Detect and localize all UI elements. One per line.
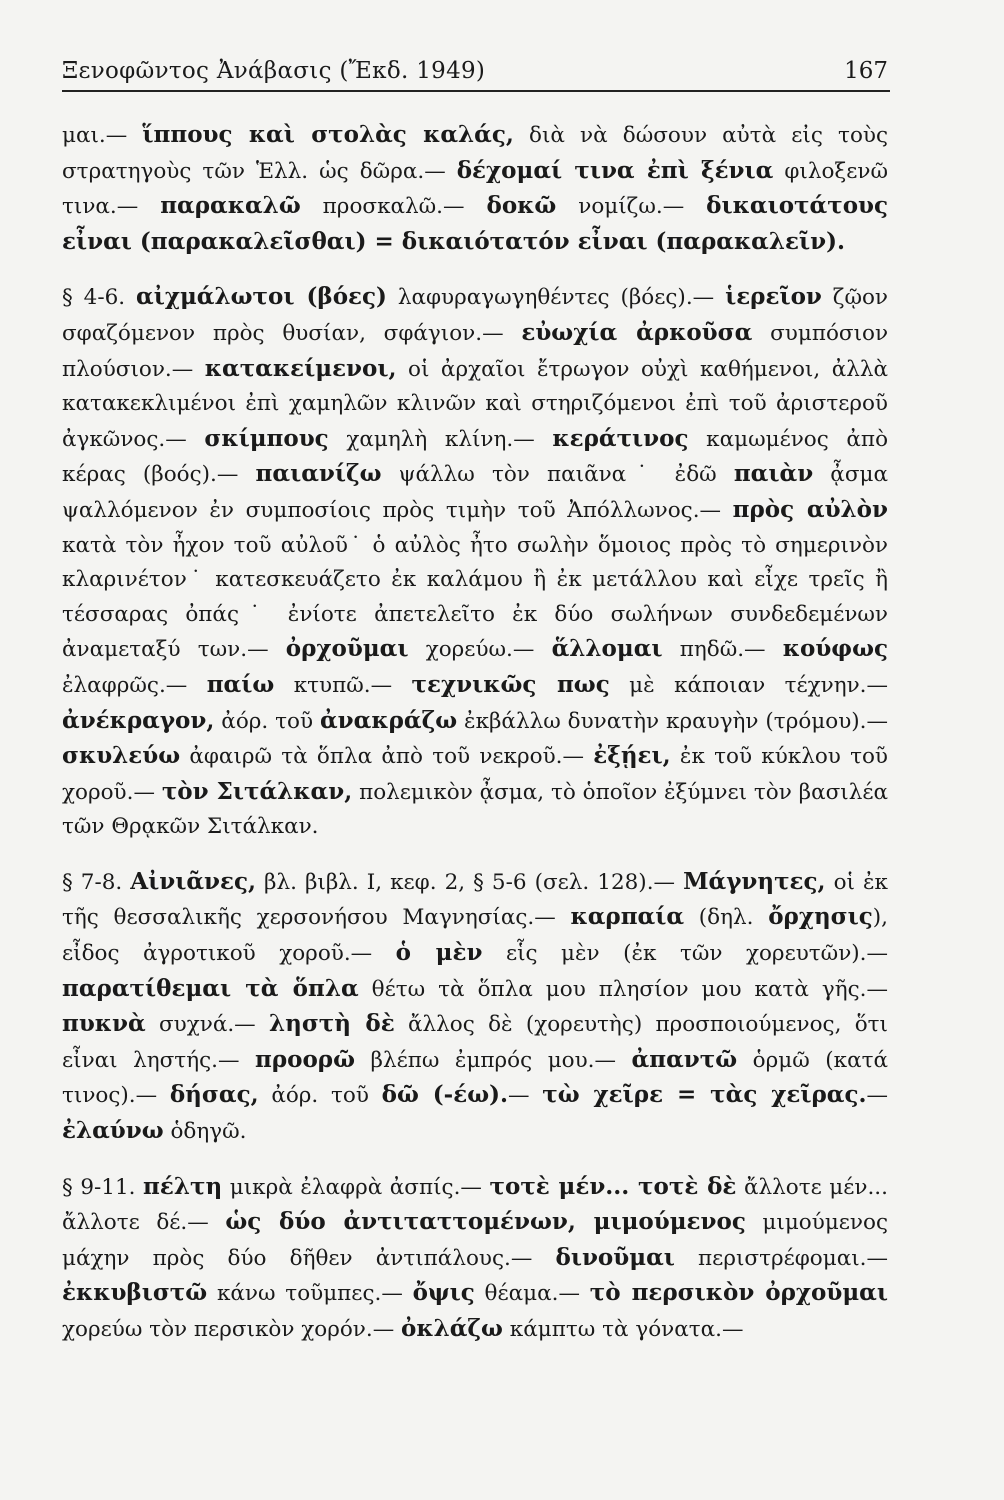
gloss-text: λαφυραγωγηθέντες (βόες).— xyxy=(386,285,726,311)
lemma: ἀνέκραγον, xyxy=(62,706,215,734)
gloss-text: πολεμικὸν ᾆσμα, τὸ ὁποῖον ἐξύμνει τὸν βασιλέα τῶν Θρᾳκῶν Σιτάλκαν. xyxy=(62,779,888,840)
lemma: δοκῶ xyxy=(486,192,557,220)
gloss-text: μαι.— xyxy=(62,123,143,148)
gloss-text: χορεύω τὸν περσικὸν χορόν.— xyxy=(62,1317,402,1342)
lemma: Μάγνητες, xyxy=(683,867,826,895)
lemma: παρακαλῶ xyxy=(160,192,301,220)
lemma: εὐωχία ἀρκοῦσα xyxy=(521,318,753,346)
paragraph xyxy=(62,280,888,845)
gloss-text: § 7-8. xyxy=(62,869,131,895)
lemma: Αἰνιᾶνες, xyxy=(130,867,256,895)
lemma: ἐξῄει, xyxy=(593,742,671,770)
gloss-text: περιστρέφομαι.— xyxy=(674,1245,888,1271)
gloss-text: ἄλλοτε μέν... ἄλλοτε δέ.— xyxy=(62,1174,888,1236)
lemma: παιὰν xyxy=(733,460,814,488)
running-header xyxy=(62,58,890,92)
lemma: ὀκλάζω xyxy=(401,1315,503,1342)
gloss-text: διὰ νὰ δώσουν αὐτὰ εἰς τοὺς στρατηγοὺς τῶν Ἑλλ. ὡς δῶρα.— xyxy=(62,123,888,184)
gloss-text: ζῷον σφαζόμενον πρὸς θυσίαν, σφάγιον.— xyxy=(62,285,888,346)
gloss-text: φιλοξενῶ τινα.— xyxy=(62,158,888,220)
gloss-text: § 9-11. xyxy=(62,1174,144,1200)
book-title: Ξενοφῶντος Ἀνάβασις (Ἔκδ. 1949) xyxy=(62,58,486,84)
lemma: δινοῦμαι xyxy=(555,1243,675,1271)
lemma: ὡς δύο ἀντιταττομένων, μιμούμενος xyxy=(225,1208,746,1236)
gloss-text: θέαμα.— xyxy=(474,1281,590,1307)
gloss-text: χορεύω.— xyxy=(408,637,552,663)
lemma: καρπαία xyxy=(570,903,685,931)
gloss-text: ἀόρ. τοῦ xyxy=(258,1083,382,1109)
gloss-text: εἷς μὲν (ἐκ τῶν χορευτῶν).— xyxy=(482,941,888,967)
lemma: ἀνακράζω xyxy=(319,706,458,734)
gloss-text: μικρὰ ἐλαφρὰ ἀσπίς.— xyxy=(222,1174,490,1200)
lemma: αἰχμάλωτοι (βόες) xyxy=(136,283,387,311)
gloss-text: καμωμένος ἀπὸ κέρας (βοός).— xyxy=(62,426,889,488)
lemma: πέλτη xyxy=(143,1172,223,1200)
lemma: τεχνικῶς πως xyxy=(411,670,610,698)
lemma: ληστὴ δὲ xyxy=(268,1010,395,1038)
gloss-text: βλ. βιβλ. I, κεφ. 2, § 5-6 (σελ. 128).— xyxy=(256,869,684,895)
gloss-text: οἱ ἐκ τῆς θεσσαλικῆς χερσονήσου Μαγνησίας.— xyxy=(62,869,888,931)
lemma: ἅλλομαι xyxy=(551,635,663,663)
gloss-text: οἱ ἀρχαῖοι ἔτρωγον οὐχὶ καθήμενοι, ἀλλὰ κατακεκλιμένοι ἐπὶ χαμηλῶν κλινῶν καὶ στηριζόμενοι ἐπὶ τοῦ ἀριστεροῦ ἀγκῶνος.— xyxy=(62,356,888,452)
gloss-text: ὁρμῶ (κατά τινος).— xyxy=(62,1047,889,1109)
lemma: δικαιοτάτους εἶναι (παρακαλεῖσθαι) = δικαιότατόν εἶναι (παρακαλεῖν). xyxy=(62,192,889,255)
gloss-text: μὲ κάποιαν τέχνην.— xyxy=(609,672,888,698)
gloss-text: ἄλλος δὲ (χορευτὴς) προσποιούμενος, ὅτι εἶναι ληστής.— xyxy=(62,1012,888,1073)
paragraph xyxy=(62,865,888,1150)
lemma: τὼ χεῖρε = τὰς χεῖρας. xyxy=(542,1081,867,1109)
lemma: δῶ (-έω). xyxy=(381,1081,508,1109)
gloss-text: ἐλαφρῶς.— xyxy=(62,672,207,698)
gloss-text: νομίζω.— xyxy=(556,194,707,220)
gloss-text: βλέπω ἐμπρός μου.— xyxy=(355,1047,632,1073)
lemma: κούφως xyxy=(782,635,889,663)
gloss-text: — xyxy=(508,1083,543,1109)
gloss-text: κατὰ τὸν ἦχον τοῦ αὐλοῦ˙ ὁ αὐλὸς ἦτο σωλὴν ὅμοιος πρὸς τὸ σημερινὸν κλαρινέτον˙ κατεσκευάζετο ἐκ καλάμου ἢ ἐκ μετάλλου καὶ εἶχε τρεῖς ἢ τέσσαρας ὀπάς˙ ἐνίοτε ἀπετελεῖτο ἐκ δύο σωλήνων συνδεδεμένων ἀναμεταξύ των.— xyxy=(62,532,888,663)
lemma: τὸν Σιτάλκαν, xyxy=(161,777,353,805)
lemma: ὄψις xyxy=(412,1279,475,1307)
lemma: δήσας, xyxy=(169,1081,259,1109)
lemma: ἱερεῖον xyxy=(725,283,822,311)
lemma: ὄρχησις xyxy=(768,903,873,931)
gloss-text: ἀόρ. τοῦ xyxy=(214,708,320,734)
lemma: ἵππους καὶ στολὰς καλάς, xyxy=(142,121,514,148)
lemma: παίω xyxy=(206,670,275,698)
lemma: ἐκκυβιστῶ xyxy=(62,1279,208,1307)
lemma: τὸ περσικὸν ὀρχοῦμαι xyxy=(589,1279,888,1307)
lemma: παρατίθεμαι τὰ ὅπλα xyxy=(62,974,359,1002)
gloss-text: χαμηλὴ κλίνη.— xyxy=(328,426,553,452)
gloss-text: πηδῶ.— xyxy=(662,637,783,663)
gloss-text: συμπόσιον πλούσιον.— xyxy=(62,320,889,382)
lemma: ὀρχοῦμαι xyxy=(285,635,409,663)
gloss-text: συχνά.— xyxy=(145,1012,269,1038)
paragraph xyxy=(62,1170,888,1348)
lemma: ἀπαντῶ xyxy=(631,1045,738,1073)
gloss-text: — xyxy=(866,1083,888,1109)
page-number: 167 xyxy=(844,58,888,84)
gloss-text: κάμπτω τὰ γόνατα.— xyxy=(502,1317,744,1342)
gloss-text: μιμούμενος μάχην πρὸς δύο δῆθεν ἀντιπάλους.— xyxy=(62,1210,888,1271)
lemma: κατακείμενοι, xyxy=(204,354,397,382)
gloss-text: ὁδηγῶ. xyxy=(163,1119,247,1145)
paragraph xyxy=(62,118,888,260)
lemma: παιανίζω xyxy=(255,460,382,488)
page-body xyxy=(62,118,888,1348)
gloss-text: κάνω τοῦμπες.— xyxy=(207,1281,413,1307)
gloss-text: § 4-6. xyxy=(62,285,137,311)
gloss-text: ἀφαιρῶ τὰ ὅπλα ἀπὸ τοῦ νεκροῦ.— xyxy=(180,744,594,770)
lemma: προορῶ xyxy=(254,1045,355,1073)
lemma: πυκνὰ xyxy=(62,1010,146,1038)
gloss-text: ἐκ τοῦ κύκλου τοῦ χοροῦ.— xyxy=(62,744,888,805)
gloss-text: θέτω τὰ ὅπλα μου πλησίον μου κατὰ γῆς.— xyxy=(358,976,889,1002)
gloss-text: ), εἶδος ἀγροτικοῦ χοροῦ.— xyxy=(62,905,888,967)
gloss-text: ᾆσμα ψαλλόμενον ἐν συμποσίοις πρὸς τιμὴν τοῦ Ἀπόλλωνος.— xyxy=(62,462,888,523)
lemma: ἐλαύνω xyxy=(62,1117,164,1145)
lemma: δέχομαί τινα ἐπὶ ξένια xyxy=(456,156,774,184)
lemma: τοτὲ μέν... τοτὲ δὲ xyxy=(489,1172,737,1200)
gloss-text: ψάλλω τὸν παιᾶνα˙ ἐδῶ xyxy=(381,462,734,488)
gloss-text: ἐκβάλλω δυνατὴν κραυγὴν (τρόμου).— xyxy=(457,708,888,734)
lemma: πρὸς αὐλὸν xyxy=(732,495,888,523)
gloss-text: κτυπῶ.— xyxy=(274,672,412,698)
lemma: κεράτινος xyxy=(552,424,689,452)
lemma: σκίμπους xyxy=(204,424,329,452)
lemma: σκυλεύω xyxy=(62,742,181,770)
gloss-text: (δηλ. xyxy=(684,905,769,931)
lemma: ὁ μὲν xyxy=(395,939,483,967)
gloss-text: προσκαλῶ.— xyxy=(300,194,487,220)
